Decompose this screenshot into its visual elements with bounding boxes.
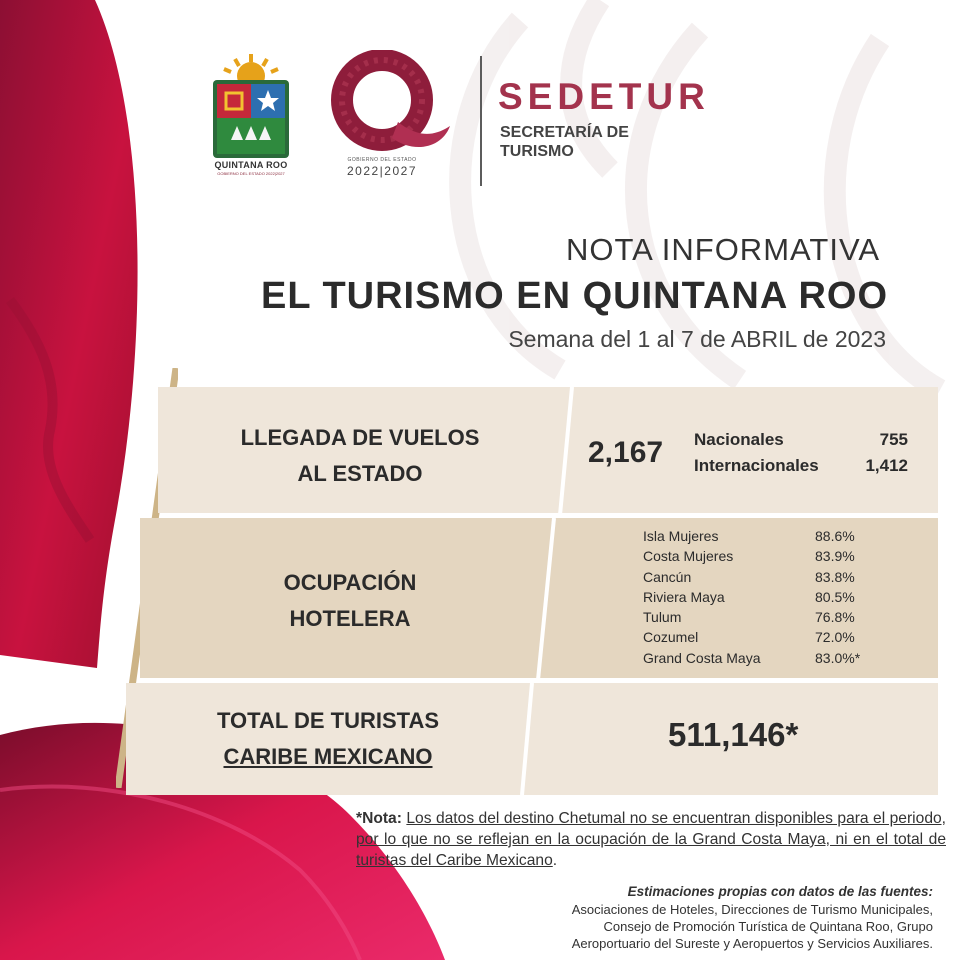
state-logo-caption: QUINTANA ROO (214, 160, 288, 170)
occupancy-value: 83.8% (815, 568, 855, 585)
flights-row-international (694, 456, 908, 476)
sources-title: Estimaciones propias con datos de las fuentes: (627, 884, 933, 899)
occupancy-label-line2: HOTELERA (289, 606, 411, 631)
footnote-prefix: *Nota: (356, 810, 402, 827)
tourists-total: 511,146* (668, 716, 799, 753)
quintana-roo-emblem-icon (205, 50, 297, 175)
note-kicker: NOTA INFORMATIVA (566, 232, 880, 267)
occupancy-label (200, 565, 500, 637)
occupancy-row (643, 569, 873, 589)
occupancy-value: 83.0%* (815, 649, 861, 666)
tourists-label-line1: TOTAL DE TURISTAS (216, 708, 440, 733)
destination-name: Cancún (643, 568, 692, 585)
tourists-label-line2: CARIBE MEXICANO (223, 744, 433, 769)
occupancy-value: 88.6% (815, 528, 855, 544)
footnote-end: . (552, 852, 558, 869)
occupancy-label-line1: OCUPACIÓN (283, 570, 417, 595)
footnote-text: Los datos del destino Chetumal no se encuentran disponibles para el periodo, por lo que no se reflejan en la ocupación de la Grand Costa Maya, ni en el total de turistas del Caribe Mexicano (356, 810, 946, 869)
panel-column-separator (510, 385, 580, 797)
flights-label-line1: LLEGADA DE VUELOS (240, 425, 480, 450)
source-line: Aeroportuario del Sureste y Aeropuertos y Servicios Auxiliares. (571, 936, 933, 951)
occupancy-row (643, 629, 873, 649)
flights-row-label: Internacionales (694, 456, 819, 475)
period-subtitle: Semana del 1 al 7 de ABRIL de 2023 (508, 326, 886, 352)
header-divider (480, 56, 482, 186)
flights-label (210, 420, 510, 492)
occupancy-row (643, 548, 873, 568)
destination-name: Grand Costa Maya (643, 649, 761, 666)
source-line: Consejo de Promoción Turística de Quintana Roo, Grupo (603, 919, 933, 934)
sources-list (0, 901, 933, 952)
occupancy-value: 83.9% (815, 548, 855, 565)
occupancy-list (643, 528, 873, 670)
state-logo-subcaption: GOBIERNO DEL ESTADO 2022|2027 (217, 171, 285, 176)
occupancy-value: 72.0% (815, 629, 855, 646)
flights-row-label: Nacionales (694, 430, 784, 449)
occupancy-row (643, 528, 873, 548)
destination-name: Tulum (643, 609, 682, 626)
occupancy-row (643, 609, 873, 629)
tourists-label (168, 703, 488, 775)
flights-total: 2,167 (588, 436, 664, 469)
flights-row-value: 1,412 (865, 456, 908, 475)
destination-name: Costa Mujeres (643, 548, 734, 565)
gov-caption: GOBIERNO DEL ESTADO (347, 157, 417, 163)
source-line: Asociaciones de Hoteles, Direcciones de Turismo Municipales, (571, 902, 933, 917)
flights-row-value: 755 (879, 430, 908, 449)
occupancy-row (643, 589, 873, 609)
government-q-logo-icon (328, 50, 452, 160)
occupancy-row (643, 650, 873, 670)
flights-row-national (694, 430, 908, 450)
flights-label-line2: AL ESTADO (297, 461, 423, 486)
agency-name: SECRETARÍA DE TURISMO (500, 124, 629, 160)
agency-acronym: SEDETUR (498, 76, 710, 117)
destination-name: Riviera Maya (643, 588, 725, 605)
footnote (356, 808, 946, 871)
page-title: EL TURISMO EN QUINTANA ROO (261, 275, 888, 317)
destination-name: Cozumel (643, 629, 699, 646)
gov-years: 2022|2027 (346, 164, 417, 178)
occupancy-value: 76.8% (815, 609, 855, 626)
destination-name: Isla Mujeres (643, 528, 719, 544)
occupancy-value: 80.5% (815, 588, 855, 605)
